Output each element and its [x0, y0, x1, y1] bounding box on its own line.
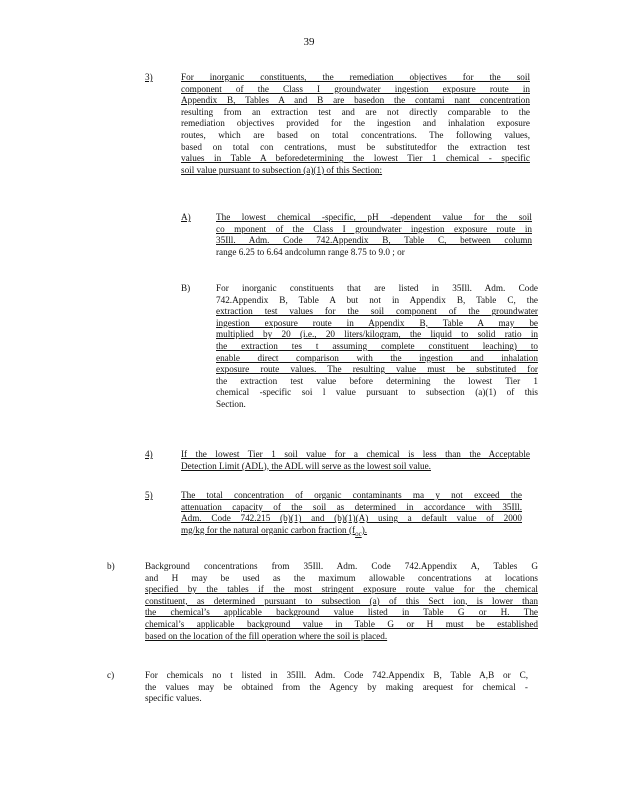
text-line — [145, 584, 538, 596]
text-line-content: Appendix B, Tables A and B are basedon the contami nant concentration — [181, 95, 530, 106]
text-line — [216, 399, 538, 411]
text-line — [181, 118, 530, 130]
text-line-content: specified by the tables if the most stringent exposure route value for the chemical — [145, 584, 538, 595]
item-label-c: c) — [107, 670, 115, 680]
item-label-4: 4) — [145, 449, 153, 459]
text-line — [145, 693, 528, 705]
text-line — [181, 490, 522, 502]
text-line-content: attenuation capacity of the soil as determined in accordance with 35Ill. — [181, 501, 522, 512]
item-5-text — [181, 490, 522, 540]
text-line-content: exposure route values. The resulting value must be substituted for — [216, 364, 538, 375]
text-line — [145, 561, 538, 573]
text-line-content: multiplied by 20 (i.e., 20 liters/kilogram, the liquid to solid ratio in — [216, 329, 538, 340]
text-line — [181, 449, 530, 461]
text-line-content: and H may be used as the maximum allowable concentrations at locations — [145, 572, 538, 583]
item-c-text — [145, 670, 528, 705]
text-line-content: chemical -specific soi l value pursuant to subsection (a)(1) of this — [216, 387, 538, 398]
text-line — [181, 502, 522, 514]
text-line-content: the values may be obtained from the Agency by making arequest for chemical - — [145, 681, 528, 692]
text-line — [216, 364, 538, 376]
item-A-text — [216, 212, 532, 258]
text-line — [216, 376, 538, 388]
text-line-content: enable direct comparison with the ingestion and inhalation — [216, 352, 538, 363]
text-line-content: the chemical’s applicable background value listed in Table G or H. The — [145, 607, 538, 618]
text-line — [181, 461, 530, 473]
text-line-content: constituent, as determined pursuant to subsection (a) of this Sect ion, is lower than — [145, 595, 538, 606]
text-line — [216, 318, 538, 330]
text-line-content: chemical’s applicable background value in Table G or H must be established — [145, 618, 538, 629]
text-line-content: Detection Limit (ADL), the ADL will serve as the lowest soil value. — [181, 460, 431, 471]
text-line — [181, 130, 530, 142]
text-line-content: 742.Appendix B, Table A but not in Appendix B, Table C, the — [216, 294, 538, 305]
item-label-5: 5) — [145, 490, 153, 500]
text-line-content: ingestion exposure route in Appendix B, Table A may be — [216, 317, 538, 328]
text-line — [216, 329, 538, 341]
text-line-content: range 6.25 to 6.64 andcolumn range 8.75 to 9.0 ; or — [216, 246, 405, 257]
item-b-text — [145, 561, 538, 642]
text-line — [216, 295, 538, 307]
text-line-content: For chemicals no t listed in 35Ill. Adm. Code 742.Appendix B, Table A,B or C, — [145, 670, 528, 680]
text-line-content: extraction test values for the soil component of the groundwater — [216, 306, 538, 317]
text-line — [216, 247, 532, 259]
text-line-content: mg/kg for the natural organic carbon fraction (f — [181, 524, 356, 535]
text-line-content: the extraction test value before determining the lowest Tier 1 — [216, 375, 538, 386]
text-line-content: The total concentration of organic contaminants ma y not exceed the — [181, 490, 522, 500]
text-line-content: routes, which are based on total concentrations. The following values, — [181, 129, 530, 140]
item-B-text — [216, 283, 538, 411]
text-line — [181, 165, 530, 177]
text-line — [216, 387, 538, 399]
text-line-content: specific values. — [145, 693, 202, 704]
text-line-content: the extraction tes t assuming complete constituent leaching) to — [216, 340, 538, 351]
text-line-tail: ). — [361, 524, 368, 535]
text-line-content: component of the Class I groundwater ingestion exposure route in — [181, 83, 530, 94]
text-line — [216, 235, 532, 247]
page-number: 39 — [303, 36, 315, 48]
text-line-content: If the lowest Tier 1 soil value for a chemical is less than the Acceptable — [181, 449, 530, 459]
text-line — [181, 72, 530, 84]
text-line — [181, 95, 530, 107]
text-line — [181, 142, 530, 154]
item-4-text — [181, 449, 530, 472]
text-line-content: remediation objectives provided for the ingestion and inhalation exposure — [181, 118, 530, 129]
text-line — [145, 631, 538, 643]
text-line — [145, 670, 528, 682]
text-line-content: Section. — [216, 398, 246, 409]
subscript: oc — [355, 529, 362, 538]
item-3-text — [181, 72, 530, 176]
text-line — [145, 682, 528, 694]
text-line-content: For inorganic constituents, the remediation objectives for the soil — [181, 72, 530, 82]
text-line-content: based on total con centrations, must be substitutedfor the extraction test — [181, 141, 530, 152]
text-line — [145, 619, 538, 631]
text-line-content: 35Ill. Adm. Code 742.Appendix B, Table C, between column — [216, 235, 532, 246]
item-label-3: 3) — [145, 72, 153, 82]
text-line-content: Background concentrations from 35Ill. Adm. Code 742.Appendix A, Tables G — [145, 561, 538, 571]
text-line — [181, 153, 530, 165]
text-line — [181, 525, 522, 540]
text-line-content: values in Table A beforedetermining the lowest Tier 1 chemical - specific — [181, 153, 530, 164]
text-line — [216, 306, 538, 318]
text-line — [181, 513, 522, 525]
text-line-content: For inorganic constituents that are listed in 35Ill. Adm. Code — [216, 283, 538, 293]
text-line-content: Adm. Code 742.215 (b)(1) and (b)(1)(A) using a default value of 2000 — [181, 513, 522, 524]
text-line — [216, 224, 532, 236]
text-line-content: based on the location of the fill operation where the soil is placed. — [145, 630, 388, 641]
text-line — [216, 212, 532, 224]
text-line-content: The lowest chemical -specific, pH -dependent value for the soil — [216, 212, 532, 222]
text-line — [145, 607, 538, 619]
text-line — [216, 353, 538, 365]
text-line-content: soil value pursuant to subsection (a)(1) of this Section: — [181, 164, 383, 175]
item-label-b: b) — [107, 561, 115, 571]
text-line — [145, 573, 538, 585]
text-line — [181, 84, 530, 96]
text-line — [216, 283, 538, 295]
text-line — [145, 596, 538, 608]
text-line-content: co mponent of the Class I groundwater ingestion exposure route in — [216, 223, 532, 234]
text-line — [216, 341, 538, 353]
item-label-A: A) — [181, 212, 191, 222]
text-line — [181, 107, 530, 119]
item-label-B: B) — [181, 283, 191, 293]
text-line-content: resulting from an extraction test and are not directly comparable to the — [181, 106, 530, 117]
